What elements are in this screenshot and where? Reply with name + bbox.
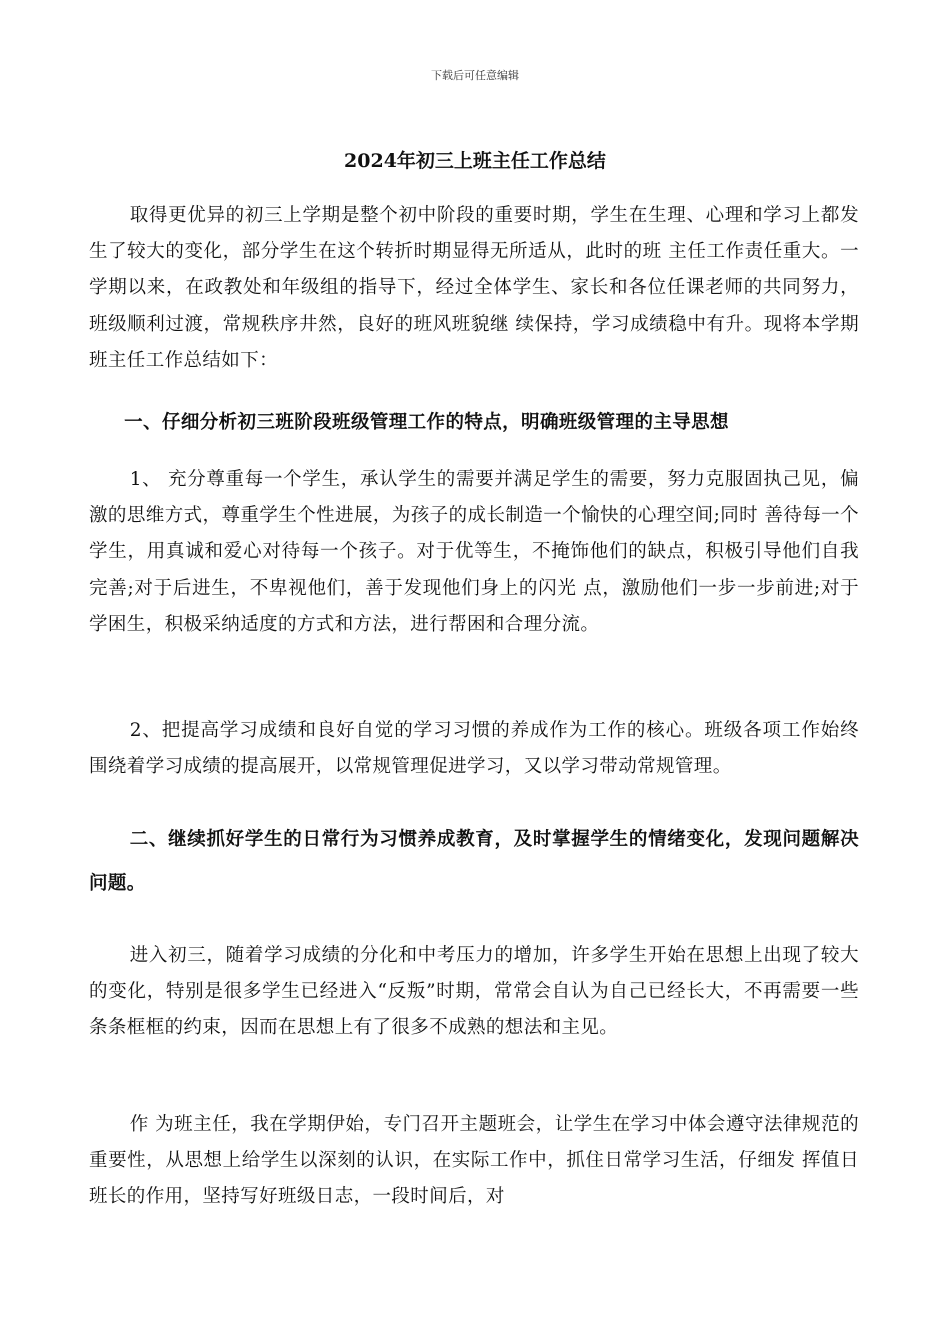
paragraph-2 bbox=[89, 713, 859, 785]
paragraph-text: 取得更优异的初三上学期是整个初中阶段的重要时期，学生在生理、心理和学习上都发生了较大的变化，部分学生在这个转折时期显得无所适从，此时的班 主任工作责任重大。一学期以来，在政教处和年级组的指导下，经过全体学生、家长和各位任课老师的共同努力，班级顺利过渡，常规秩序井然，良好的班风班貌继 续保持，学习成绩稳中有升。现将本学期班主任工作总结如下： bbox=[89, 205, 859, 371]
section-heading-2 bbox=[89, 818, 859, 906]
paragraph-1 bbox=[89, 462, 859, 643]
paragraph-text: 进入初三，随着学习成绩的分化和中考压力的增加，许多学生开始在思想上出现了较大的变化，特别是很多学生已经进入“反叛”时期，常常会自认为自己已经长大，不再需要一些条条框框的约束，因而在思想上有了很多不成熟的想法和主见。 bbox=[89, 945, 859, 1039]
page-header-note: 下载后可任意编辑 bbox=[431, 69, 519, 82]
document-title: 2024年初三上班主任工作总结 bbox=[344, 150, 606, 172]
section-heading-1 bbox=[89, 405, 859, 441]
heading-text: 一、仔细分析初三班阶段班级管理工作的特点，明确班级管理的主导思想 bbox=[124, 412, 729, 433]
paragraph-4 bbox=[89, 1107, 859, 1216]
paragraph-text: 1、 充分尊重每一个学生，承认学生的需要并满足学生的需要，努力克服固执己见，偏激的思维方式，尊重学生个性进展，为孩子的成长制造一个愉快的心理空间;同时 善待每一个学生，用真诚和爱心对待每一个孩子。对于优等生，不掩饰他们的缺点，积极引导他们自我完善;对于后进生，不卑视他们，善于发现他们身上的闪光 点，激励他们一步一步前进;对于学困生，积极采纳适度的方式和方法，进行帮困和合理分流。 bbox=[89, 469, 859, 635]
intro-paragraph bbox=[89, 198, 859, 379]
paragraph-text: 2、把提高学习成绩和良好自觉的学习习惯的养成作为工作的核心。班级各项工作始终围绕着学习成绩的提高展开，以常规管理促进学习，又以学习带动常规管理。 bbox=[89, 720, 859, 778]
paragraph-text: 作 为班主任，我在学期伊始，专门召开主题班会，让学生在学习中体会遵守法律规范的重要性，从思想上给学生以深刻的认识，在实际工作中，抓住日常学习生活，仔细发 挥值日班长的作用，坚持写好班级日志，一段时间后，对 bbox=[89, 1114, 859, 1208]
heading-text: 二、继续抓好学生的日常行为习惯养成教育，及时掌握学生的情绪变化，发现问题解决问题。 bbox=[89, 829, 859, 894]
paragraph-3 bbox=[89, 938, 859, 1047]
